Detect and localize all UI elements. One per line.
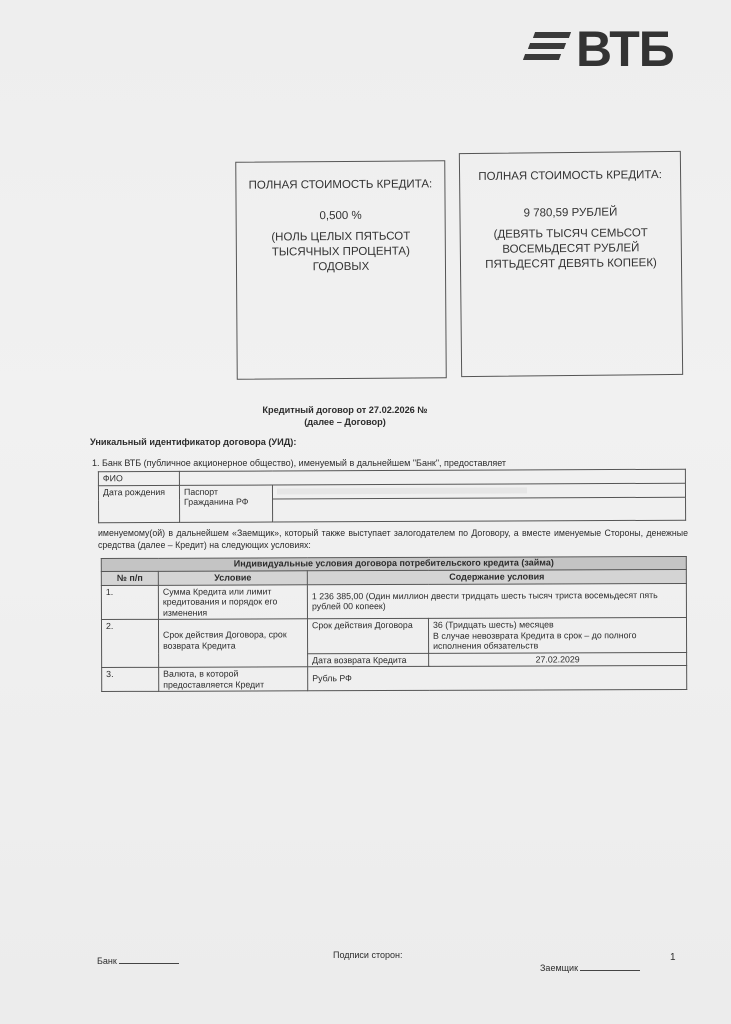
- cost-amount-title: ПОЛНАЯ СТОИМОСТЬ КРЕДИТА:: [478, 169, 662, 183]
- cost-amount-value: 9 780,59 РУБЛЕЙ: [523, 206, 618, 220]
- cost-amount-box: [459, 151, 683, 377]
- head-condition: Условие: [158, 571, 307, 585]
- bank-signature: [97, 956, 179, 966]
- row2-term-value: 36 (Тридцать шесть) месяцев: [432, 619, 554, 630]
- cost-percent-box: [235, 160, 447, 379]
- row1-condition: Сумма Кредита или лимит кредитования и порядок его изменения: [158, 584, 307, 619]
- borrower-signature-line: [580, 970, 640, 971]
- contract-title-line1: Кредитный договор от 27.02.2026 №: [262, 405, 428, 415]
- row1-content: 1 236 385,00 (Один миллион двести тридцать шесть тысяч триста восемьдесят пять рублей 00 копеек): [307, 583, 686, 619]
- row2-term-label: Срок действия Договора: [307, 618, 428, 653]
- row2-num: 2.: [101, 619, 158, 667]
- row3-content: Рубль РФ: [308, 665, 687, 690]
- passport-label: Паспорт Гражданина РФ: [179, 485, 272, 522]
- table-row: [101, 617, 686, 654]
- bank-signature-line: [119, 963, 179, 964]
- logo-text: ВТБ: [576, 21, 674, 77]
- row3-num: 3.: [102, 667, 159, 691]
- cost-percent-words: (НОЛЬ ЦЕЛЫХ ПЯТЬСОТ ТЫСЯЧНЫХ ПРОЦЕНТА) ГОДОВЫХ: [271, 230, 411, 274]
- page-number: 1: [670, 952, 676, 963]
- cost-amount-words: (ДЕВЯТЬ ТЫСЯЧ СЕМЬСОТ ВОСЕМЬДЕСЯТ РУБЛЕЙ ПЯТЬДЕСЯТ ДЕВЯТЬ КОПЕЕК): [485, 227, 657, 271]
- contract-paragraph-2: именуемому(ой) в дальнейшем «Заемщик», который также выступает залогодателем по Договору, а вместе именуемые Стороны, денежные средства (далее – Кредит) на следующих условиях:: [98, 528, 688, 550]
- borrower-signature-label: Заемщик: [540, 963, 579, 973]
- borrower-table: [98, 469, 686, 524]
- row1-num: 1.: [101, 585, 158, 620]
- conditions-caption: Индивидуальные условия договора потребительского кредита (займа): [101, 556, 686, 571]
- row2-condition: Срок действия Договора, срок возврата Кредита: [158, 619, 307, 668]
- row3-condition: Валюта, в которой предоставляется Кредит: [159, 667, 308, 692]
- conditions-table: [101, 556, 687, 692]
- row2-return-value: 27.02.2029: [429, 652, 687, 666]
- signatures-label: Подписи сторон:: [333, 950, 403, 960]
- row2-term-cell: [428, 617, 686, 652]
- table-row: [102, 665, 687, 691]
- table-row: [101, 583, 686, 620]
- borrower-signature: [540, 963, 640, 973]
- row2-term-note: В случае невозврата Кредита в срок – до полного исполнения обязательств: [433, 629, 637, 651]
- contract-uid-label: Уникальный идентификатор договора (УИД):: [90, 437, 297, 447]
- row2-return-label: Дата возврата Кредита: [308, 653, 429, 667]
- logo-bars-icon: [524, 32, 568, 62]
- bank-signature-label: Банк: [97, 956, 117, 966]
- contract-title-line2: (далее – Договор): [304, 417, 386, 427]
- cost-percent-value: 0,500 %: [319, 209, 362, 223]
- cost-percent-title: ПОЛНАЯ СТОИМОСТЬ КРЕДИТА:: [248, 178, 433, 192]
- vtb-logo: [524, 21, 684, 82]
- passport-extra: [273, 497, 686, 522]
- head-content: Содержание условия: [307, 569, 686, 584]
- birth-label: Дата рождения: [98, 485, 179, 522]
- contract-paragraph-1: 1. Банк ВТБ (публичное акционерное общество), именуемый в дальнейшем "Банк", предоставляет: [92, 458, 507, 468]
- head-num: № п/п: [101, 571, 158, 585]
- fio-label: ФИО: [98, 471, 179, 485]
- contract-title: [220, 404, 470, 428]
